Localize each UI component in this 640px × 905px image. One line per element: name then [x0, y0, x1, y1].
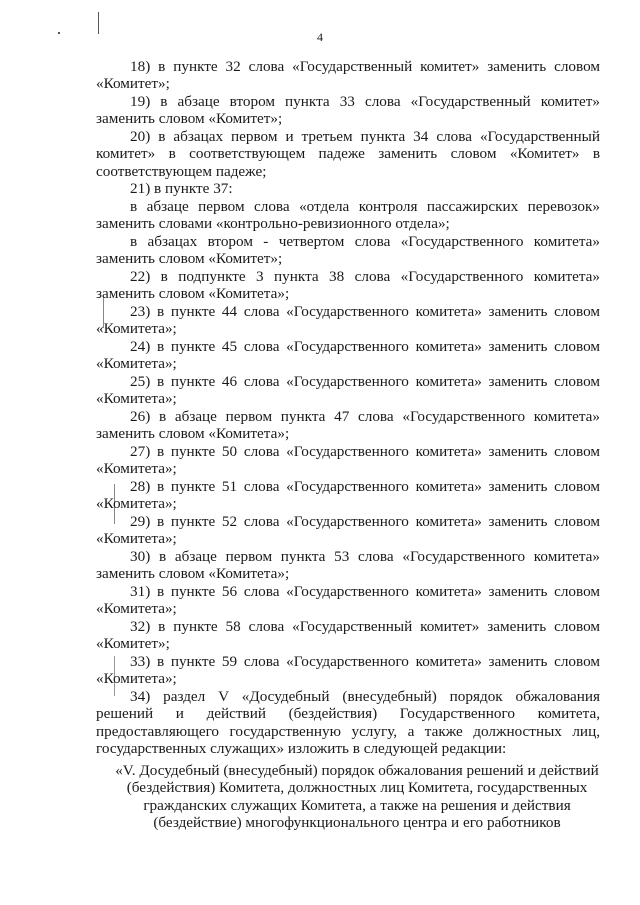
paragraph-30: 30) в абзаце первом пункта 53 слова «Государственного комитета» заменить словом «Комитета»;: [96, 548, 600, 583]
paragraph-25: 25) в пункте 46 слова «Государственного комитета» заменить словом «Комитета»;: [96, 373, 600, 408]
paragraph-28: 28) в пункте 51 слова «Государственного комитета» заменить словом «Комитета»;: [96, 478, 600, 513]
paragraph-32: 32) в пункте 58 слова «Государственный комитет» заменить словом «Комитет»;: [96, 618, 600, 653]
page-number: 4: [317, 30, 323, 44]
paragraph-19: 19) в абзаце втором пункта 33 слова «Государственный комитет» заменить словом «Комитет»;: [96, 93, 600, 128]
paragraph-21-first: в абзаце первом слова «отдела контроля пассажирских перевозок» заменить словами «контрольно-ревизионного отдела»;: [96, 198, 600, 233]
paragraph-22: 22) в подпункте 3 пункта 38 слова «Государственного комитета» заменить словом «Комитета»;: [96, 268, 600, 303]
paragraph-26: 26) в абзаце первом пункта 47 слова «Государственного комитета» заменить словом «Комитета»;: [96, 408, 600, 443]
paragraph-33: 33) в пункте 59 слова «Государственного комитета» заменить словом «Комитета»;: [96, 653, 600, 688]
document-body: [96, 58, 600, 832]
paragraph-27: 27) в пункте 50 слова «Государственного комитета» заменить словом «Комитета»;: [96, 443, 600, 478]
paragraph-18: 18) в пункте 32 слова «Государственный комитет» заменить словом «Комитет»;: [96, 58, 600, 93]
paragraph-34: 34) раздел V «Досудебный (внесудебный) порядок обжалования решений и действий (бездействия) Государственного комитета, предоставляющего государственную услугу, а также должностных лиц, государственных служащих» изложить в следующей редакции:: [96, 688, 600, 758]
paragraph-23: 23) в пункте 44 слова «Государственного комитета» заменить словом «Комитета»;: [96, 303, 600, 338]
paragraph-20: 20) в абзацах первом и третьем пункта 34 слова «Государственный комитет» в соответствующем падеже заменить словом «Комитет» в соответствующем падеже;: [96, 128, 600, 180]
paragraph-24: 24) в пункте 45 слова «Государственного комитета» заменить словом «Комитета»;: [96, 338, 600, 373]
paragraph-31: 31) в пункте 56 слова «Государственного комитета» заменить словом «Комитета»;: [96, 583, 600, 618]
section-title: «V. Досудебный (внесудебный) порядок обжалования решений и действий (бездействия) Комитета, должностных лиц Комитета, государственных гражданских служащих Комитета, а также на решения и действия (бездействие) многофункционального центра и его работников: [115, 761, 599, 832]
paragraph-21: 21) в пункте 37:: [130, 180, 233, 198]
paragraph-29: 29) в пункте 52 слова «Государственного комитета» заменить словом «Комитета»;: [96, 513, 600, 548]
paragraph-21-second: в абзацах втором - четвертом слова «Государственного комитета» заменить словом «Комитет»;: [96, 233, 600, 268]
